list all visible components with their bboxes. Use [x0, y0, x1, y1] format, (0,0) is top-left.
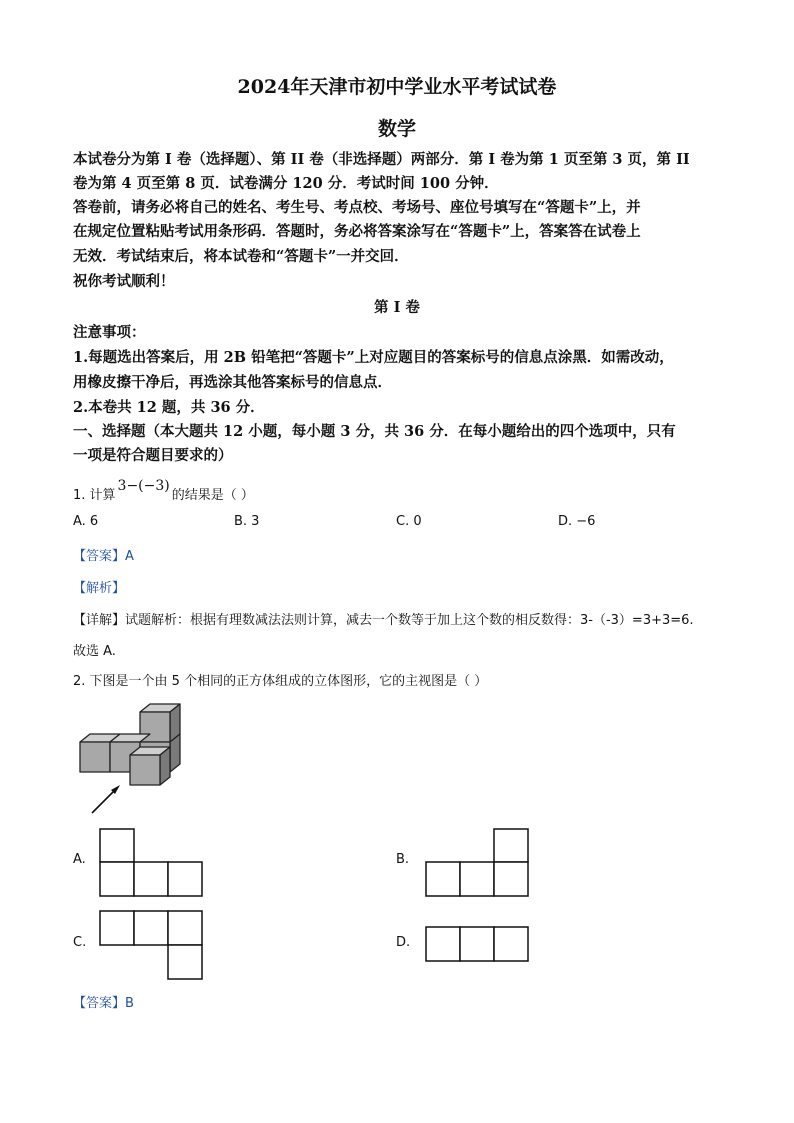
q1-conclusion: 故选 A. [73, 644, 116, 659]
q2-option-b-figure [425, 828, 529, 898]
q2-option-c-figure [99, 910, 203, 980]
q1-option-a: A. 6 [73, 514, 99, 529]
q1-suffix: 的结果是（ ） [171, 488, 254, 503]
intro-line: 本试卷分为第 I 卷（选择题）、第 II 卷（非选择题）两部分．第 I 卷为第 1 页至第 3 页，第 II [73, 151, 690, 168]
q2-option-a-figure [99, 828, 203, 898]
intro-line: 卷为第 4 页至第 8 页．试卷满分 120 分．考试时间 100 分钟． [73, 175, 499, 192]
q1-analysis-heading: 【解析】 [73, 581, 126, 596]
notice-line: 1.每题选出答案后，用 2B 铅笔把“答题卡”上对应题目的答案标号的信息点涂黑．如需改动， [73, 349, 674, 366]
notice-line: 用橡皮擦干净后，再选涂其他答案标号的信息点． [73, 374, 392, 391]
page-title: 2024年天津市初中学业水平考试试卷 [237, 76, 557, 98]
q1-prefix: 1. 计算 [73, 488, 116, 503]
intro-line: 在规定位置粘贴考试用条形码．答题时，务必将答案涂写在“答题卡”上，答案答在试卷上 [73, 223, 641, 240]
intro-line: 祝你考试顺利！ [73, 273, 175, 290]
q2-option-d-label: D. [396, 935, 411, 950]
q2-stem: 2. 下图是一个由 5 个相同的正方体组成的立体图形，它的主视图是（ ） [73, 674, 488, 689]
q1-stem [73, 478, 254, 503]
intro-line: 无效．考试结束后，将本试卷和“答题卡”一并交回． [73, 248, 409, 265]
q2-option-c-label: C. [73, 935, 87, 950]
q1-option-c: C. 0 [396, 514, 422, 529]
q2-option-d-figure [425, 926, 529, 962]
part-heading: 一、选择题（本大题共 12 小题，每小题 3 分，共 36 分．在每小题给出的四个选项中，只有 [73, 423, 676, 440]
q1-option-d: D. −6 [558, 514, 596, 529]
part-heading: 一项是符合题目要求的） [73, 447, 233, 464]
q2-option-a-label: A. [73, 852, 86, 867]
intro-line: 答卷前，请务必将自己的姓名、考生号、考点校、考场号、座位号填写在“答题卡”上，并 [73, 199, 641, 216]
q1-option-b: B. 3 [234, 514, 260, 529]
notice-line: 2.本卷共 12 题，共 36 分． [73, 399, 265, 416]
q2-option-b-label: B. [396, 852, 410, 867]
section-title: 第 I 卷 [374, 299, 420, 316]
cube-figure [70, 700, 200, 820]
notice-heading: 注意事项： [73, 324, 146, 341]
q1-answer: 【答案】A [73, 549, 134, 564]
q2-answer: 【答案】B [73, 996, 134, 1011]
subject-title: 数学 [377, 118, 416, 140]
q1-detail: 【详解】试题解析：根据有理数减法法则计算，减去一个数等于加上这个数的相反数得：3-（-3）=3+3=6. [73, 613, 694, 628]
q1-expression: 3−(−3) [117, 478, 170, 494]
